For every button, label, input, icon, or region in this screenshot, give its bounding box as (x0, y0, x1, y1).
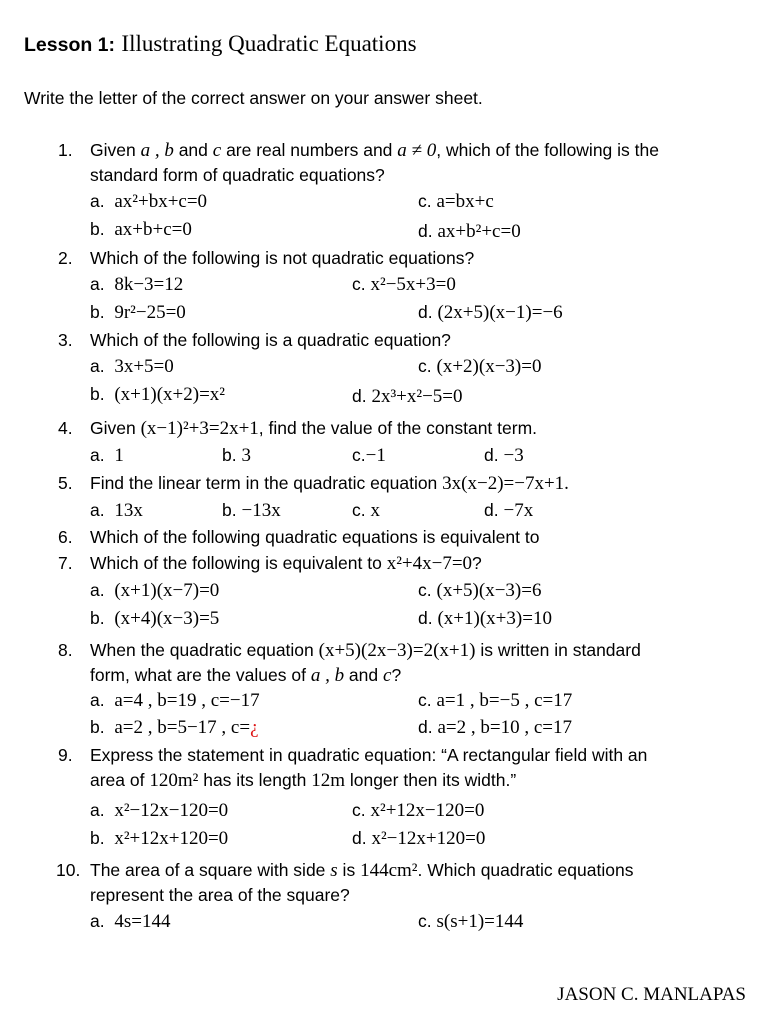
q9-option-c: c. x²+12x−120=0 (352, 800, 485, 821)
q4-option-b: b. 3 (222, 445, 251, 466)
q1-option-a: a. ax²+bx+c=0 (90, 191, 208, 212)
q8-option-d: d. a=2 , b=10 , c=17 (418, 717, 572, 738)
question-8 (58, 638, 758, 688)
question-number: 6. (58, 527, 73, 547)
question-5 (58, 471, 758, 496)
q3-option-d: d. 2x³+x²−5=0 (352, 386, 463, 407)
lesson-title (24, 30, 417, 57)
question-number: 3. (58, 330, 73, 350)
lesson-title-text: Illustrating Quadratic Equations (121, 31, 417, 56)
q5-option-c: c. x (352, 500, 380, 521)
question-number: 1. (58, 140, 73, 160)
q9-option-a: a. x²−12x−120=0 (90, 800, 229, 821)
q1-option-d: d. ax+b²+c=0 (418, 221, 521, 242)
q2-option-c: c. x²−5x+3=0 (352, 274, 456, 295)
q2-option-b: b. 9r²−25=0 (90, 302, 186, 323)
author-name: JASON C. MANLAPAS (557, 984, 746, 1005)
question-9 (58, 743, 758, 793)
q8-option-c: c. a=1 , b=−5 , c=17 (418, 690, 573, 711)
q1-option-b: b. ax+b+c=0 (90, 219, 192, 240)
q8-option-a: a. a=4 , b=19 , c=−17 (90, 690, 260, 711)
q10-option-c: c. s(s+1)=144 (418, 911, 524, 932)
question-text: Which of the following is a quadratic equation? (90, 330, 451, 350)
question-number: 9. (58, 745, 73, 765)
q10-option-a: a. 4s=144 (90, 911, 171, 932)
question-text: Express the statement in quadratic equation: “A rectangular field with an area of 120m² has its length 12m longer then its width.” (90, 745, 648, 791)
question-text: Given (x−1)²+3=2x+1, find the value of the constant term. (90, 418, 538, 439)
question-text: Which of the following is not quadratic equations? (90, 248, 475, 268)
question-text: When the quadratic equation (x+5)(2x−3)=2(x+1) is written in standard form, what are the values of a , b and c? (90, 640, 641, 686)
q9-option-d: d. x²−12x+120=0 (352, 828, 486, 849)
question-number: 5. (58, 473, 73, 493)
q3-option-c: c. (x+2)(x−3)=0 (418, 356, 542, 377)
q1-option-c: c. a=bx+c (418, 191, 494, 212)
q4-option-d: d. −3 (484, 445, 524, 466)
question-text: Which of the following is equivalent to x²+4x−7=0? (90, 553, 482, 574)
q8-option-b: b. a=2 , b=5−17 , c=¿ (90, 717, 259, 738)
question-text: Find the linear term in the quadratic equation 3x(x−2)=−7x+1. (90, 473, 569, 494)
q9-option-b: b. x²+12x+120=0 (90, 828, 229, 849)
question-6 (58, 525, 758, 550)
q2-option-a: a. 8k−3=12 (90, 274, 184, 295)
question-7 (58, 551, 758, 576)
q7-option-c: c. (x+5)(x−3)=6 (418, 580, 542, 601)
instruction: Write the letter of the correct answer on your answer sheet. (24, 88, 483, 108)
question-number: 7. (58, 553, 73, 573)
question-2 (58, 246, 758, 271)
question-number: 8. (58, 640, 73, 660)
question-text: Which of the following quadratic equations is equivalent to (90, 527, 540, 547)
question-number: 4. (58, 418, 73, 438)
question-10 (58, 858, 758, 908)
question-number: 2. (58, 248, 73, 268)
q7-option-a: a. (x+1)(x−7)=0 (90, 580, 220, 601)
question-4 (58, 416, 758, 441)
q2-option-d: d. (2x+5)(x−1)=−6 (418, 302, 563, 323)
q4-option-a: a. 1 (90, 445, 124, 466)
q5-option-a: a. 13x (90, 500, 143, 521)
q7-option-b: b. (x+4)(x−3)=5 (90, 608, 220, 629)
question-number: 10. (56, 860, 81, 880)
q5-option-b: b. −13x (222, 500, 281, 521)
question-3 (58, 328, 758, 353)
q7-option-d: d. (x+1)(x+3)=10 (418, 608, 552, 629)
question-text: Given a , b and c are real numbers and a ≠ 0, which of the following is the standard form of quadratic equations? (90, 140, 659, 185)
question-text: The area of a square with side s is 144cm². Which quadratic equations represent the area of the square? (90, 860, 634, 905)
question-1 (58, 138, 758, 188)
q4-option-c: c.−1 (352, 445, 386, 466)
q3-option-a: a. 3x+5=0 (90, 356, 174, 377)
q5-option-d: d. −7x (484, 500, 534, 521)
lesson-label: Lesson 1: (24, 34, 116, 56)
q3-option-b: b. (x+1)(x+2)=x² (90, 384, 225, 405)
